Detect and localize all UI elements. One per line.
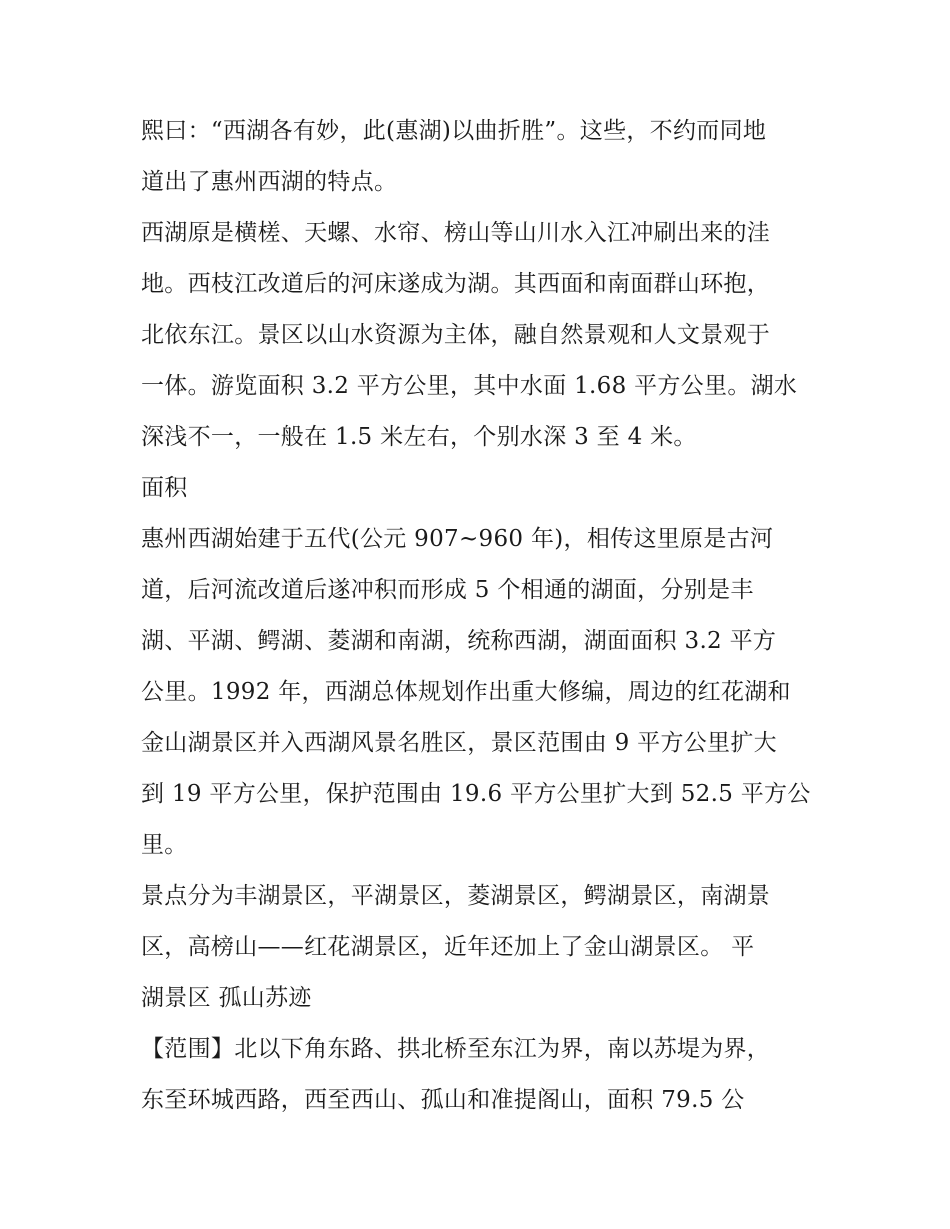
section-heading-area: 面积 bbox=[141, 475, 188, 501]
paragraph-scenic-areas: 景点分为丰湖景区，平湖景区，菱湖景区，鳄湖景区，南湖景 区，高榜山——红花湖景区，近年还加上了金山湖景区。 平 湖景区 孤山苏迹 bbox=[141, 883, 771, 1011]
paragraph-quote: 熙曰：“西湖各有妙，此(惠湖)以曲折胜”。这些，不约而同地 道出了惠州西湖的特点。 bbox=[141, 118, 767, 195]
document-body bbox=[141, 106, 816, 1126]
paragraph-range: 【范围】北以下角东路、拱北桥至东江为界，南以苏堤为界， 东至环城西路，西至西山、孤山和准提阁山，面积 79.5 公 bbox=[141, 1036, 771, 1113]
paragraph-origin: 西湖原是横槎、天螺、水帘、榜山等山川水入江冲刷出来的洼 地。西枝江改道后的河床遂成为湖。其西面和南面群山环抱， 北依东江。景区以山水资源为主体，融自然景观和人文景观于 一体。游览面积 3.2 平方公里，其中水面 1.68 平方公里。湖水 深浅不一，一般在 1.5 米左右，个别水深 3 至 4 米。 bbox=[141, 220, 798, 450]
paragraph-history: 惠州西湖始建于五代(公元 907~960 年)，相传这里原是古河 道，后河流改道后遂冲积而形成 5 个相通的湖面，分别是丰 湖、平湖、鳄湖、菱湖和南湖，统称西湖，湖面面积 3.2 平方 公里。1992 年，西湖总体规划作出重大修编，周边的红花湖和 金山湖景区并入西湖风景名胜区，景区范围由 9 平方公里扩大 到 19 平方公里，保护范围由 19.6 平方公里扩大到 52.5 平方公 里。 bbox=[141, 526, 811, 858]
